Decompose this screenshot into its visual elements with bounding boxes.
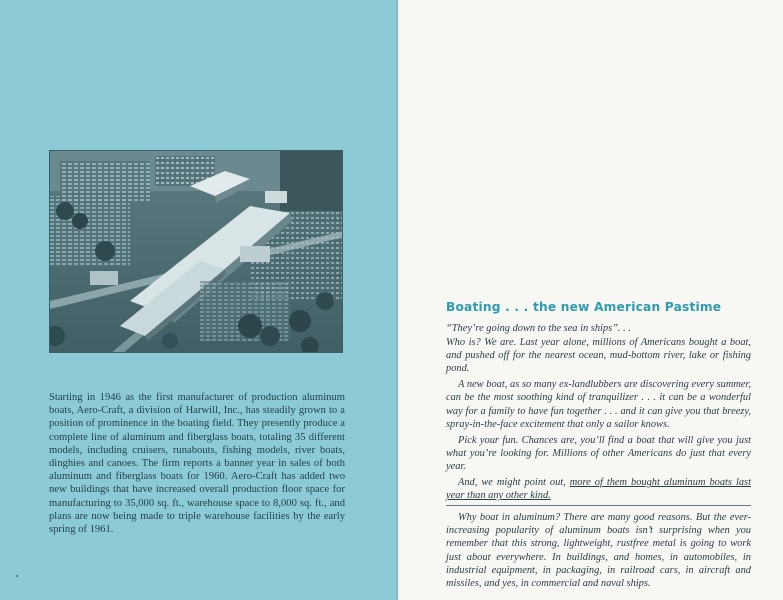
article-body	[446, 322, 751, 593]
paragraph-5: Why boat in aluminum? There are many good reasons. But the ever-increasing popularity of aluminum boats isn’t surprising when you remember that this strong, lightweight, rustfree metal is going to work just about everywhere. In buildings, and homes, in automobiles, in industrial equipment, in packaging, in railroad cars, in aircraft and missiles, and yes, in commercial and naval ships.	[446, 512, 751, 589]
divider-rule	[446, 505, 751, 506]
paragraph-4-lead: And, we might point out,	[458, 477, 570, 489]
paragraph-3: Pick your fun. Chances are, you’ll find a boat that will give you just what you’re looking for. Millions of other Americans do just that every year.	[446, 434, 751, 472]
company-history-text: Starting in 1946 as the first manufacturer of production aluminum boats, Aero-Craft, a division of Harwill, Inc., has steadily grown to a position of prominence in the boating field. They presently produce a complete line of aluminum and fiberglass boats, totaling 35 different models, including cruisers, runabouts, fishing models, river boats, dinghies and canoes. The firm reports a banner year in sales of both aluminum and fiberglass boats for 1960. Aero-Craft has added two new buildings that have increased overall production floor space for manufacturing to 35,000 sq. ft., warehouse space to 8,000 sq. ft., and plans are now being made to triple warehouse facilities by the early spring of 1961.	[49, 392, 345, 536]
paragraph-4-underlined: more of them bought aluminum boats last year than any other kind.	[446, 477, 751, 502]
section-heading: Boating . . . the new American Pastime	[446, 300, 722, 314]
factory-aerial-photo	[49, 150, 343, 353]
paragraph-4	[446, 476, 751, 502]
opening-quote: “They’re going down to the sea in ships”. . .	[446, 323, 631, 334]
page-gutter	[396, 0, 400, 600]
paragraph-1: Who is? We are. Last year alone, millions of Americans bought a boat, and pushed off for the nearest ocean, mud-bottom river, lake or fishing pond.	[446, 337, 751, 375]
page-mark	[16, 575, 18, 577]
paragraph-2: A new boat, as so many ex-landlubbers are discovering every summer, can be the most soothing kind of tranquilizer . . . it can be a wonderful way for a family to have fun together . . . and it can give you that breezy, spray-in-the-face excitement that only a sailor knows.	[446, 379, 751, 430]
